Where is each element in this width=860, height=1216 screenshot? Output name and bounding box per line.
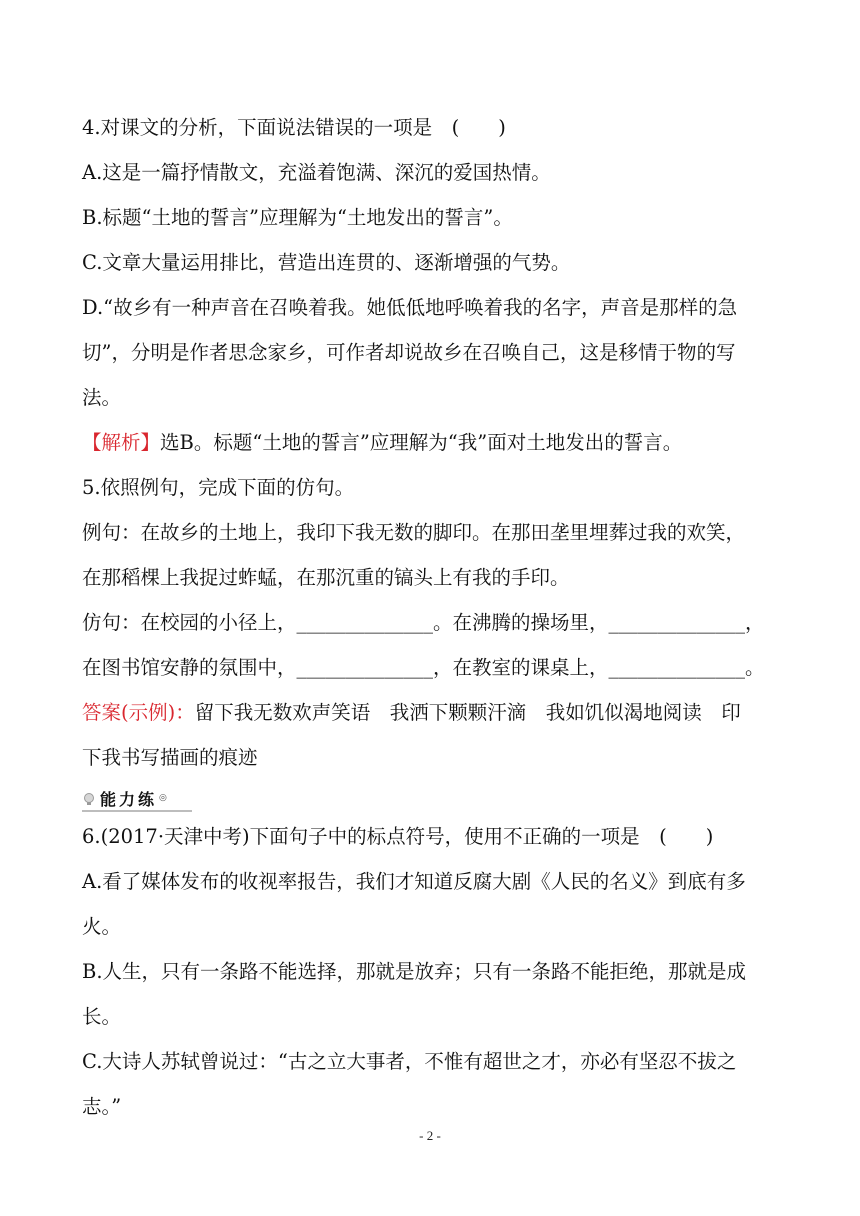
section-dot-icon: ◎: [159, 793, 167, 803]
analysis-text: 选B。标题“土地的誓言”应理解为“我”面对土地发出的誓言。: [160, 431, 683, 454]
question-4-option-d-line-3: 法。: [82, 386, 122, 409]
page-number: - 2 -: [419, 1128, 441, 1143]
question-5-answer-line-2: 下我书写描画的痕迹: [82, 746, 258, 769]
question-5-answer: [82, 698, 794, 728]
question-5-imitate-line-1: 仿句：在校园的小径上，______________。在沸腾的操场里，______________，: [82, 611, 765, 634]
question-4-option-d-line-2: 切”，分明是作者思念家乡，可作者却说故乡在召唤自己，这是移情于物的写: [82, 341, 736, 364]
question-5-example-line-1: 例句：在故乡的土地上，我印下我无数的脚印。在那田垄里埋葬过我的欢笑，: [82, 521, 746, 544]
question-5-stem: 5.依照例句，完成下面的仿句。: [82, 476, 355, 499]
question-4-option-b: B.标题“土地的誓言”应理解为“土地发出的誓言”。: [82, 206, 513, 229]
question-5-example-line-2: 在那稻棵上我捉过蚱蜢，在那沉重的镐头上有我的手印。: [82, 566, 570, 589]
question-4-analysis: [82, 428, 794, 458]
question-6-option-c-line-2: 志。”: [82, 1095, 122, 1118]
question-6-option-b-line-2: 长。: [82, 1005, 122, 1028]
section-underline: [82, 810, 192, 812]
analysis-label: 【解析】: [82, 431, 161, 454]
question-4-stem: 4.对课文的分析，下面说法错误的一项是 ( ): [82, 116, 506, 139]
question-6-option-b-line-1: B.人生，只有一条路不能选择，那就是放弃；只有一条路不能拒绝，那就是成: [82, 960, 747, 983]
section-title: 能力练: [100, 789, 158, 809]
question-6-option-a-line-2: 火。: [82, 915, 122, 938]
section-heading: [82, 785, 167, 811]
question-6-stem: 6.(2017·天津中考)下面句子中的标点符号，使用不正确的一项是 ( ): [82, 825, 714, 848]
answer-label: 答案(示例)：: [82, 701, 195, 724]
question-4-option-d-line-1: D.“故乡有一种声音在召唤着我。她低低地呼唤着我的名字，声音是那样的急: [82, 296, 738, 319]
question-4-option-c: C.文章大量运用排比，营造出连贯的、逐渐增强的气势。: [82, 251, 571, 274]
question-6-option-a-line-1: A.看了媒体发布的收视率报告，我们才知道反腐大剧《人民的名义》到底有多: [82, 870, 746, 893]
bulb-icon: [82, 791, 96, 805]
question-4-option-a: A.这是一篇抒情散文，充溢着饱满、深沉的爱国热情。: [82, 161, 551, 184]
answer-text-line-1: 留下我无数欢声笑语 我洒下颗颗汗滴 我如饥似渴地阅读 印: [194, 701, 741, 724]
question-6-option-c-line-1: C.大诗人苏轼曾说过：“古之立大事者，不惟有超世之才，亦必有坚忍不拔之: [82, 1050, 737, 1073]
question-5-imitate-line-2: 在图书馆安静的氛围中，______________，在教室的课桌上，______________。: [82, 656, 765, 679]
